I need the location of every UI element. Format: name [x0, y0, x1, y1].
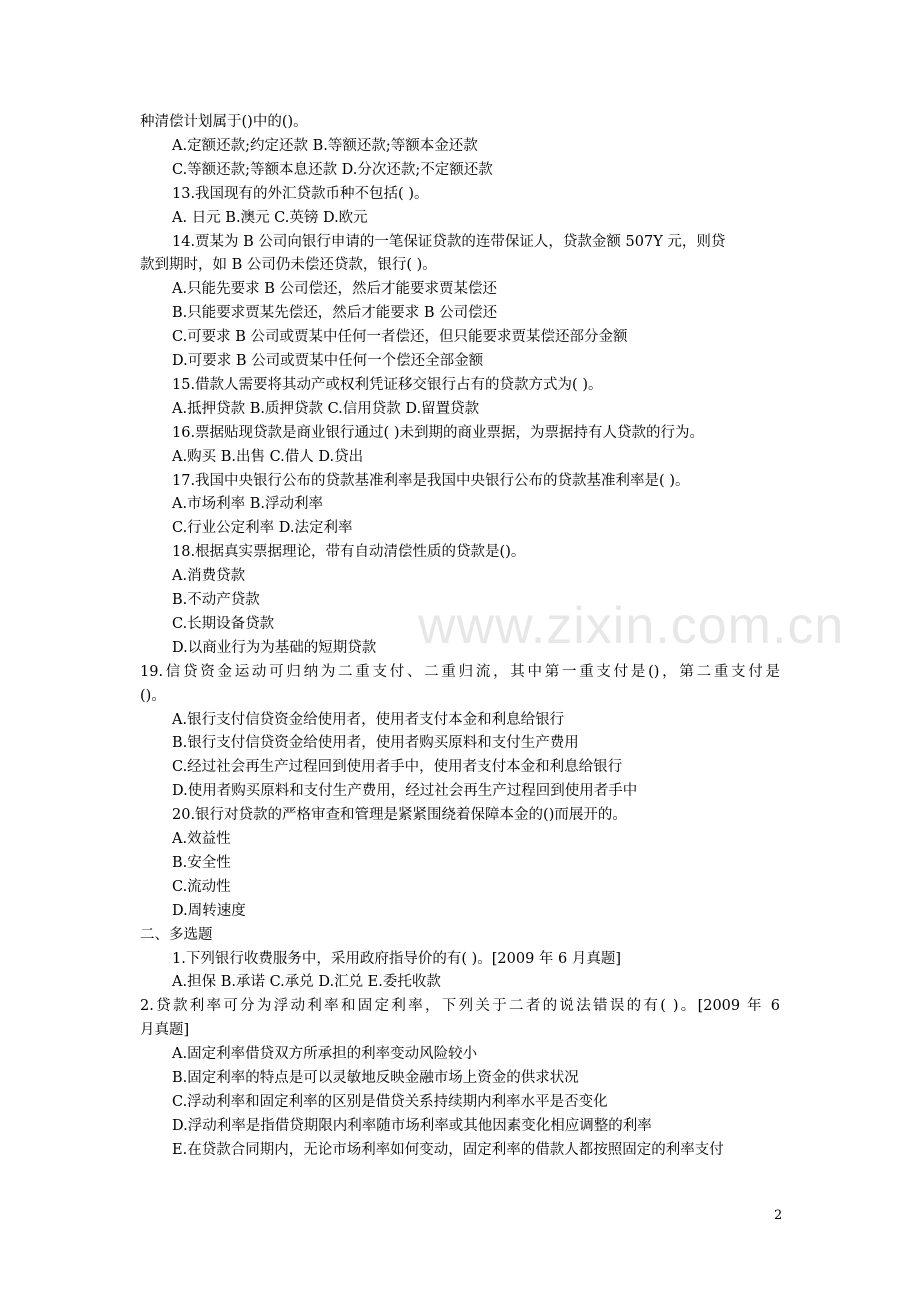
text-line: A.担保 B.承诺 C.承兑 D.汇兑 E.委托收款	[172, 974, 441, 991]
text-line: E.在贷款合同期内，无论市场利率如何变动，固定利率的借款人都按照固定的利率支付	[172, 1141, 724, 1158]
text-line: C.流动性	[172, 878, 231, 895]
text-line: C.长期设备贷款	[172, 615, 275, 632]
text-line: B.安全性	[172, 854, 231, 871]
text-line: A.固定利率借贷双方所承担的利率变动风险较小	[172, 1046, 478, 1063]
text-line: A.购买 B.出售 C.借人 D.贷出	[172, 448, 364, 465]
text-line: A.效益性	[172, 831, 231, 847]
text-line: 13.我国现有的外汇贷款币种不包括( )。	[172, 185, 429, 202]
text-line: B.只能要求贾某先偿还，然后才能要求 B 公司偿还	[172, 305, 498, 322]
text-line: A.抵押贷款 B.质押贷款 C.信用贷款 D.留置贷款	[172, 400, 480, 417]
text-line: 14.贾某为 B 公司向银行申请的一笔保证贷款的连带保证人，贷款金额 507Y 元，则贷	[172, 233, 726, 250]
text-line: A. 日元 B.澳元 C.英镑 D.欧元	[172, 209, 368, 226]
watermark: www.zixin.com.cn	[418, 597, 845, 655]
text-line: 15.借款人需要将其动产或权利凭证移交银行占有的贷款方式为( )。	[172, 376, 603, 393]
text-line: A.银行支付信贷资金给使用者，使用者支付本金和利息给银行	[172, 711, 565, 728]
text-line: 20.银行对贷款的严格审查和管理是紧紧围绕着保障本金的()而展开的。	[172, 807, 627, 824]
text-line: B.银行支付信贷资金给使用者，使用者购买原料和支付生产费用	[172, 735, 579, 752]
text-line: B.不动产贷款	[172, 592, 260, 608]
text-line: D.可要求 B 公司或贾某中任何一个偿还全部金额	[172, 353, 484, 369]
text-line: B.固定利率的特点是可以灵敏地反映金融市场上资金的供求状况	[172, 1070, 579, 1086]
text-line: C.经过社会再生产过程回到使用者手中，使用者支付本金和利息给银行	[172, 759, 623, 776]
text-line: A.只能先要求 B 公司偿还，然后才能要求贾某偿还	[172, 281, 497, 298]
text-line: 2.贷款利率可分为浮动利率和固定利率，下列关于二者的说法错误的有( )。[2009 年 6	[140, 998, 780, 1015]
text-line: A.消费贷款	[172, 568, 246, 585]
text-line: D.周转速度	[172, 902, 246, 919]
text-line: 16.票据贴现贷款是商业银行通过( )未到期的商业票据，为票据持有人贷款的行为。	[172, 424, 704, 441]
text-line: 19.信贷资金运动可归纳为二重支付、二重归流，其中第一重支付是()，第二重支付是	[140, 663, 780, 680]
text-line: 种清偿计划属于()中的()。	[140, 114, 308, 130]
text-line: D.以商业行为为基础的短期贷款	[172, 639, 377, 656]
text-line: C.浮动利率和固定利率的区别是借贷关系持续期内利率水平是否变化	[172, 1093, 608, 1110]
text-line: 款到期时，如 B 公司仍未偿还贷款，银行( )。	[140, 257, 437, 274]
text-line: 月真题]	[140, 1022, 190, 1039]
text-line: 1.下列银行收费服务中，采用政府指导价的有( )。[2009 年 6 月真题]	[172, 950, 622, 967]
text-line: 17.我国中央银行公布的贷款基准利率是我国中央银行公布的贷款基准利率是( )。	[172, 472, 690, 489]
text-line: ()。	[140, 687, 166, 704]
text-line: C.可要求 B 公司或贾某中任何一者偿还，但只能要求贾某偿还部分金额	[172, 329, 628, 346]
text-line: D.使用者购买原料和支付生产费用，经过社会再生产过程回到使用者手中	[172, 783, 638, 800]
text-line: 二、多选题	[140, 926, 213, 943]
text-line: 18.根据真实票据理论，带有自动清偿性质的贷款是()。	[172, 544, 526, 561]
text-line: A.市场利率 B.浮动利率	[172, 496, 323, 513]
text-line: C.行业公定利率 D.法定利率	[172, 520, 353, 537]
page-number: 2	[774, 1208, 783, 1223]
text-line: D.浮动利率是指借贷期限内利率随市场利率或其他因素变化相应调整的利率	[172, 1117, 652, 1134]
text-line: A.定额还款;约定还款 B.等额还款;等额本金还款	[172, 137, 478, 154]
text-line: C.等额还款;等额本息还款 D.分次还款;不定额还款	[172, 161, 493, 178]
